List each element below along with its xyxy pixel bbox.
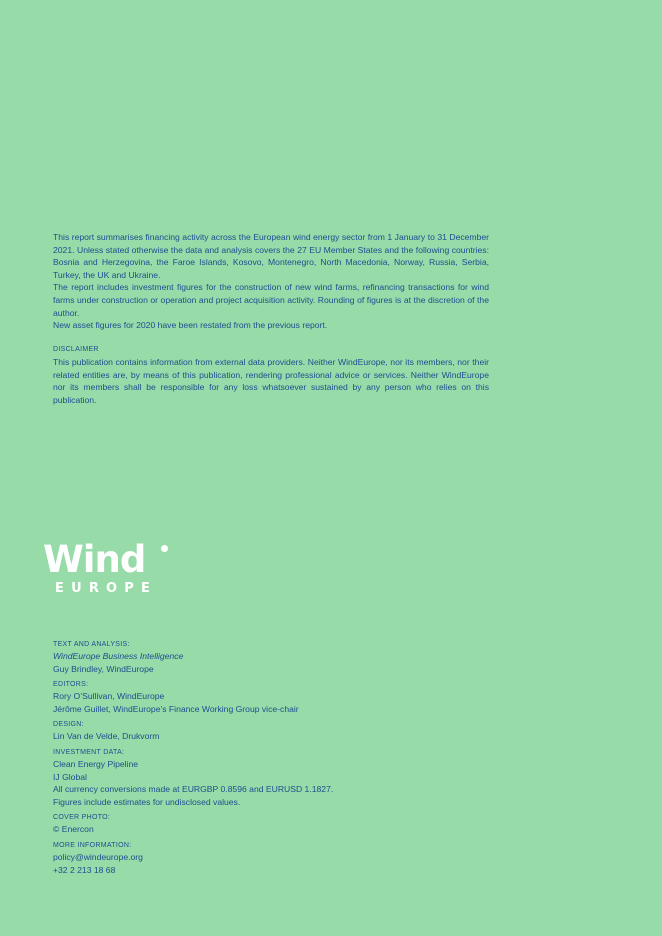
contact-phone[interactable]: +32 2 213 18 68 (53, 864, 116, 875)
credit-line: Lin Van de Velde, Drukvorm (53, 731, 160, 742)
credit-label: COVER PHOTO: (53, 814, 111, 822)
credit-investment-data (53, 748, 473, 808)
credit-label: DESIGN: (53, 721, 84, 729)
credit-design (53, 720, 473, 743)
credit-editors (53, 680, 473, 715)
disclaimer-heading: DISCLAIMER (53, 346, 99, 353)
credit-line: Clean Energy Pipeline (53, 758, 139, 769)
credit-line: Jérôme Guillet, WindEurope’s Finance Working Group vice-chair (53, 703, 299, 714)
windeurope-logo (43, 538, 158, 596)
credit-more-information (53, 841, 473, 876)
credit-line: © Enercon (53, 824, 94, 835)
credit-cover-photo (53, 813, 473, 836)
credit-line: IJ Global (53, 771, 87, 782)
credit-line: All currency conversions made at EURGBP 0.8596 and EURUSD 1.1827. (53, 784, 334, 795)
credit-label: MORE INFORMATION: (53, 841, 132, 849)
logo-subtitle: EUROPE (55, 581, 158, 596)
logo-dot (161, 545, 168, 552)
intro-paragraph-investment: The report includes investment figures for the construction of new wind farms, refinancing transactions for wind farms under construction or operation and project acquisition activity. Rounding of figures is at the discretion of the author. (53, 282, 489, 318)
disclaimer-text: This publication contains information from external data providers. Neither WindEurope, nor its members, nor their related entities are, by means of this publication, rendering professional advice or services. Neither WindEurope nor its members shall be responsible for any loss whatsoever sustained by any person who relies on this publication. (53, 357, 489, 405)
contact-email[interactable]: policy@windeurope.org (53, 851, 143, 862)
logo-wordmark: Wind (43, 538, 146, 581)
credit-line: WindEurope Business Intelligence (53, 651, 184, 661)
credit-line: Figures include estimates for undisclosed values. (53, 796, 241, 807)
intro-text (53, 231, 489, 332)
credit-text-analysis (53, 640, 473, 675)
intro-paragraph-scope: This report summarises financing activity across the European wind energy sector from 1 January to 31 December 2021. Unless stated otherwise the data and analysis covers the 27 EU Member States and the following countries: Bosnia and Herzegovina, the Faroe Islands, Kosovo, Montenegro, North Macedonia, Norway, Russia, Serbia, Turkey, the UK and Ukraine. (53, 232, 489, 280)
credit-label: EDITORS: (53, 681, 89, 689)
credit-line: Rory O’Sullivan, WindEurope (53, 691, 165, 702)
intro-paragraph-restated: New asset figures for 2020 have been restated from the previous report. (53, 320, 328, 331)
credit-label: INVESTMENT DATA: (53, 748, 125, 756)
credits-section (53, 640, 473, 881)
credit-label: TEXT AND ANALYSIS: (53, 641, 130, 648)
credit-line: Guy Brindley, WindEurope (53, 663, 154, 674)
